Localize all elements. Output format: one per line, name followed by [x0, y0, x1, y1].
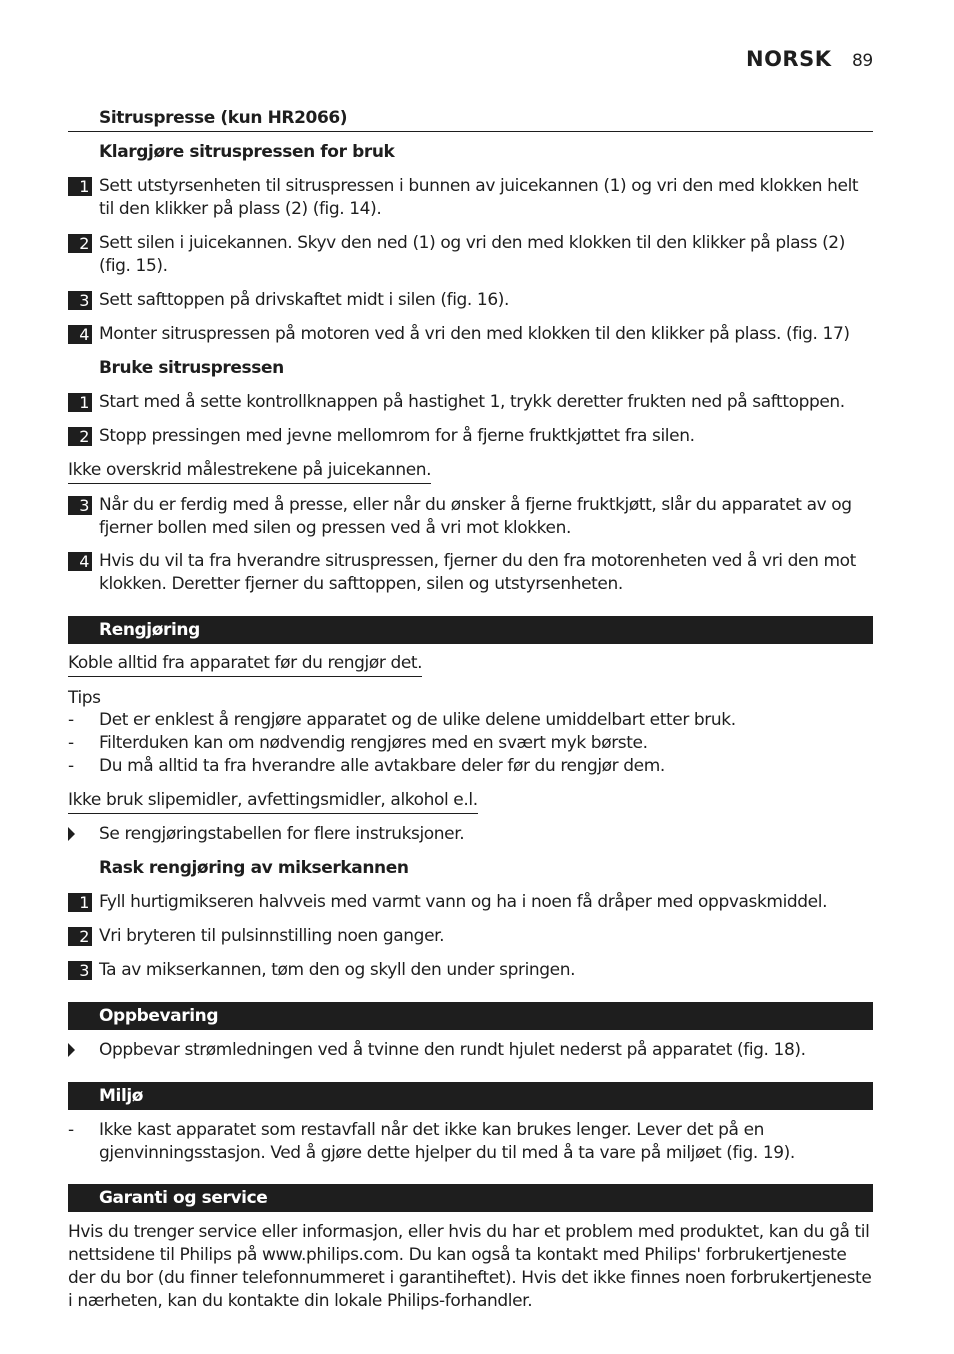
- step-number: 3: [68, 291, 92, 310]
- step-number: 1: [68, 177, 92, 196]
- warranty-paragraph: [68, 1221, 874, 1313]
- step-text: Monter sitruspressen på motoren ved å vri den med klokken til den klikker på plass. (fig. 17): [99, 324, 850, 344]
- tip-text: Filterduken kan om nødvendig rengjøres med en svært myk børste.: [99, 733, 648, 753]
- dash-marker: -: [68, 756, 74, 776]
- section-divider: [68, 131, 873, 132]
- warning-note: Ikke overskrid målestrekene på juicekannen.: [68, 459, 431, 484]
- step-text: Hvis du vil ta fra hverandre sitruspressen, fjerner du den fra motorenheten ved å vri den mot klokken. Deretter fjerner du safttoppen, silen og utstyrsenheten.: [99, 551, 856, 594]
- bullet-text: Se rengjøringstabellen for flere instruksjoner.: [99, 824, 465, 844]
- warranty-text-end: . Du kan også ta kontakt med Philips' forbrukertjeneste der du bor (du finner telefonnummeret i garantiheftet). Hvis det ikke finnes noen forbrukertjeneste i nærheten, kan du kontakte din lokale Philips-forhandler.: [68, 1245, 872, 1311]
- language-header: NORSK: [746, 47, 832, 71]
- section-band-storage: [68, 1002, 873, 1030]
- section-title-warranty: Garanti og service: [99, 1188, 268, 1208]
- triangle-bullet-icon: [68, 1043, 75, 1057]
- subsection-title-quick-clean: Rask rengjøring av mikserkannen: [99, 858, 409, 878]
- step-text: Når du er ferdig med å presse, eller når du ønsker å fjerne fruktkjøtt, slår du apparatet av og fjerner bollen med silen og pressen ved å vri mot klokken.: [99, 495, 852, 538]
- step-number: 2: [68, 234, 92, 253]
- step-number: 2: [68, 427, 92, 446]
- warning-note: Ikke bruk slipemidler, avfettingsmidler, alkohol e.l.: [68, 789, 478, 814]
- section-band-cleaning: [68, 616, 873, 644]
- step-text: Fyll hurtigmikseren halvveis med varmt vann og ha i noen få dråper med oppvaskmiddel.: [99, 892, 828, 912]
- warranty-text-start: Hvis du trenger service eller informasjon, eller hvis du har et problem med produktet, kan du gå til nettsidene til Philips på: [68, 1222, 870, 1265]
- section-title-environment: Miljø: [99, 1086, 144, 1106]
- section-band-environment: [68, 1082, 873, 1110]
- dash-marker: -: [68, 733, 74, 753]
- warning-note: Koble alltid fra apparatet før du rengjør det.: [68, 652, 422, 677]
- tip-text: Det er enklest å rengjøre apparatet og de ulike delene umiddelbart etter bruk.: [99, 710, 736, 730]
- step-number: 2: [68, 927, 92, 946]
- tip-text: Du må alltid ta fra hverandre alle avtakbare deler før du rengjør dem.: [99, 756, 665, 776]
- section-band-warranty: [68, 1184, 873, 1212]
- section-title-storage: Oppbevaring: [99, 1006, 219, 1026]
- step-text: Sett utstyrsenheten til sitruspressen i bunnen av juicekannen (1) og vri den med klokken helt til den klikker på plass (2) (fig. 14).: [99, 176, 859, 219]
- philips-website-link[interactable]: www.philips.com: [262, 1245, 399, 1265]
- env-text: Ikke kast apparatet som restavfall når det ikke kan brukes lenger. Lever det på en gjenvinningsstasjon. Ved å gjøre dette hjelper du til med å ta vare på miljøet (fig. 19).: [99, 1120, 795, 1163]
- subsection-title-use: Bruke sitruspressen: [99, 358, 284, 378]
- section-title-cleaning: Rengjøring: [99, 620, 200, 640]
- step-number: 1: [68, 893, 92, 912]
- step-text: Ta av mikserkannen, tøm den og skyll den under springen.: [99, 960, 576, 980]
- step-number: 3: [68, 496, 92, 515]
- step-number: 4: [68, 325, 92, 344]
- step-text: Vri bryteren til pulsinnstilling noen ganger.: [99, 926, 445, 946]
- page-number: 89: [852, 51, 873, 71]
- triangle-bullet-icon: [68, 827, 75, 841]
- section-title-citrus-press: Sitruspresse (kun HR2066): [99, 108, 348, 128]
- step-text: Start med å sette kontrollknappen på hastighet 1, trykk deretter frukten ned på safttoppen.: [99, 392, 845, 412]
- tips-label: Tips: [68, 688, 101, 708]
- dash-marker: -: [68, 710, 74, 730]
- dash-marker: -: [68, 1120, 74, 1140]
- step-text: Stopp pressingen med jevne mellomrom for å fjerne fruktkjøttet fra silen.: [99, 426, 695, 446]
- step-number: 4: [68, 552, 92, 571]
- step-text: Sett silen i juicekannen. Skyv den ned (1) og vri den med klokken til den klikker på plass (2) (fig. 15).: [99, 233, 845, 276]
- subsection-title-prepare: Klargjøre sitruspressen for bruk: [99, 142, 395, 162]
- step-text: Sett safttoppen på drivskaftet midt i silen (fig. 16).: [99, 290, 509, 310]
- step-number: 3: [68, 961, 92, 980]
- step-number: 1: [68, 393, 92, 412]
- bullet-text: Oppbevar strømledningen ved å tvinne den rundt hjulet nederst på apparatet (fig. 18).: [99, 1040, 806, 1060]
